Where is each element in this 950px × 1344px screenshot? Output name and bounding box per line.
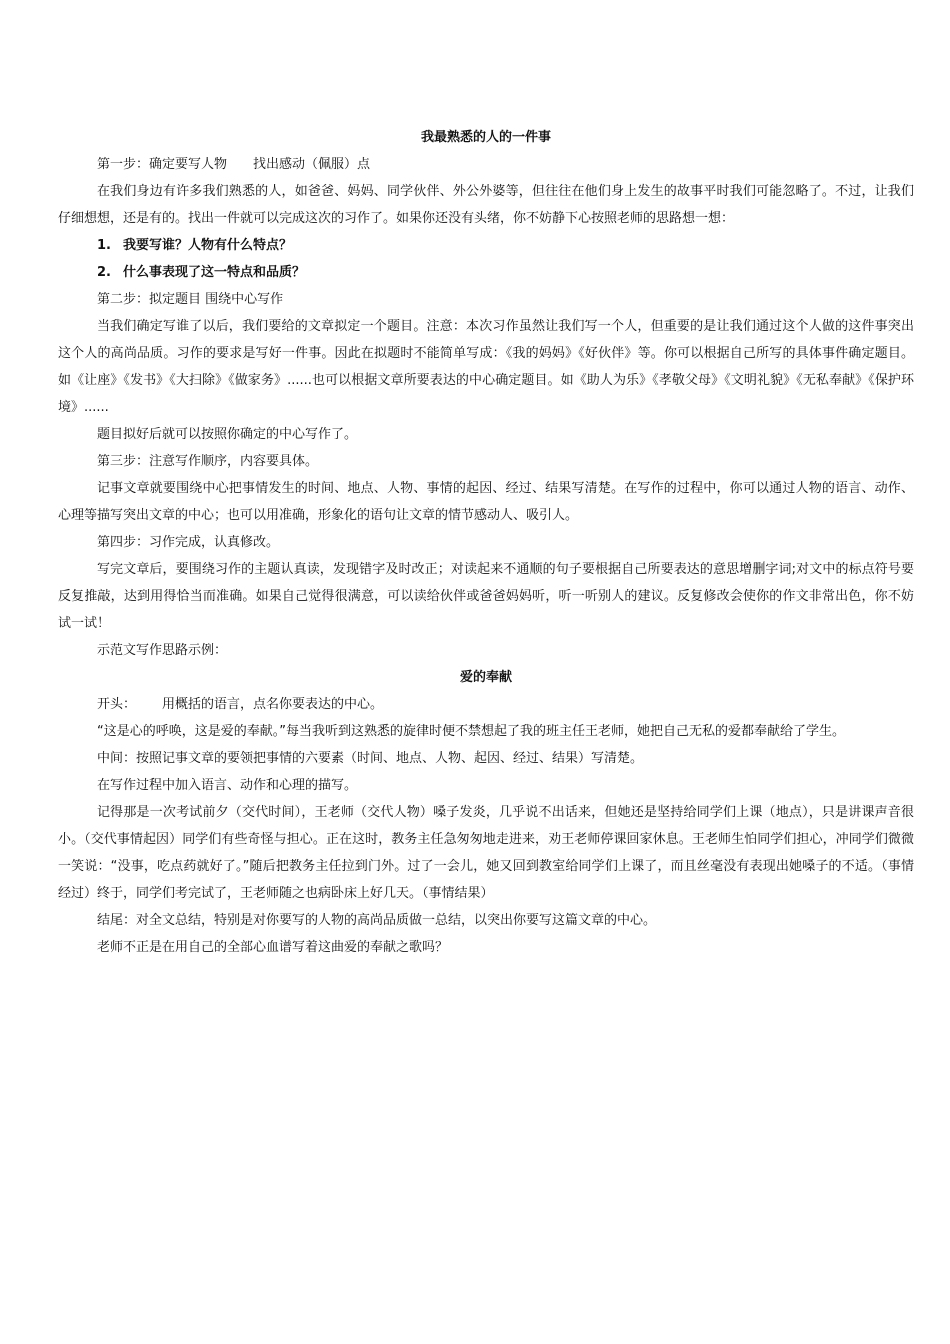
paragraph-title-done: 题目拟好后就可以按照你确定的中心写作了。 (97, 427, 358, 442)
paragraph-revision: 写完文章后，要围绕习作的主题认真读，发现错字及时改正；对读起来不通顺的句子要根据自己所要表达的意思增删字词;对文中的标点符号要反复推敲，达到用得恰当而准确。如果自己觉得很满意，可以读给伙伴或爸爸妈妈听，听一听别人的建议。反复修改会使你的作文非常出色，你不妨试一试！ (58, 562, 914, 631)
step1-label: 第一步：确定要写人物 (97, 157, 228, 172)
ending-line: 结尾：对全文总结，特别是对你要写的人物的高尚品质做一总结，以突出你要写这篇文章的中心。 (97, 913, 657, 928)
list-item (58, 259, 914, 286)
document-title: 我最熟悉的人的一件事 (420, 130, 551, 145)
middle-line: 中间：按照记事文章的要领把事情的六要素（时间、地点、人物、起因、经过、结果）写清楚。 (97, 751, 644, 766)
list-number: 1. (97, 238, 111, 253)
paragraph-title-advice: 当我们确定写谁了以后，我们要给的文章拟定一个题目。注意：本次习作虽然让我们写一个人，但重要的是让我们通过这个人做的这件事突出这个人的高尚品质。习作的要求是写好一件事。因此在拟题时不能简单写成：《我的妈妈》《好伙伴》等。你可以根据自己所写的具体事件确定题目。如《让座》《发书》《大扫除》《做家务》......也可以根据文章所要表达的中心确定题目。如《助人为乐》《孝敬父母》《文明礼貌》《无私奉献》《保护环境》...... (58, 319, 914, 415)
list-item (58, 232, 914, 259)
step2-heading: 第二步：拟定题目 围绕中心写作 (97, 292, 284, 307)
opening-text: 用概括的语言，点名你要表达的中心。 (162, 697, 384, 712)
example-title: 爱的奉献 (459, 670, 512, 685)
list-text: 我要写谁？人物有什么特点？ (123, 238, 293, 253)
document-body (58, 124, 914, 961)
example-quote: “这是心的呼唤，这是爱的奉献。”每当我听到这熟悉的旋律时便不禁想起了我的班主任王老师，她把自己无私的爱都奉献给了学生。 (97, 724, 845, 739)
step1-sublabel: 找出感动（佩服）点 (253, 157, 371, 172)
list-number: 2. (97, 265, 111, 280)
example-story: 记得那是一次考试前夕（交代时间），王老师（交代人物）嗓子发炎，几乎说不出话来，但她还是坚持给同学们上课（地点），只是讲课声音很小。（交代事情起因）同学们有些奇怪与担心。正在这时，教务主任急匆匆地走进来，劝王老师停课回家休息。王老师生怕同学们担心，冲同学们微微一笑说：“没事，吃点药就好了。”随后把教务主任拉到门外。过了一会儿，她又回到教室给同学们上课了，而且丝毫没有表现出她嗓子的不适。（事情经过）终于，同学们考完试了，王老师随之也病卧床上好几天。（事情结果） (58, 805, 914, 901)
opening-line (58, 691, 914, 718)
step3-heading: 第三步：注意写作顺序，内容要具体。 (97, 454, 319, 469)
paragraph-writing-order: 记事文章就要围绕中心把事情发生的时间、地点、人物、事情的起因、经过、结果写清楚。在写作的过程中，你可以通过人物的语言、动作、心理等描写突出文章的中心；也可以用准确，形象化的语句让文章的情节感动人、吸引人。 (58, 481, 914, 523)
step1-heading (58, 151, 914, 178)
step4-heading: 第四步：习作完成，认真修改。 (97, 535, 280, 550)
opening-label: 开头： (97, 697, 137, 712)
list-text: 什么事表现了这一特点和品质？ (123, 265, 306, 280)
example-intro: 示范文写作思路示例： (97, 643, 228, 658)
paragraph-intro: 在我们身边有许多我们熟悉的人，如爸爸、妈妈、同学伙伴、外公外婆等，但往往在他们身上发生的故事平时我们可能忽略了。不过，让我们仔细想想，还是有的。找出一件就可以完成这次的习作了。如果你还没有头绪，你不妨静下心按照老师的思路想一想： (58, 184, 914, 226)
middle-note: 在写作过程中加入语言、动作和心理的描写。 (97, 778, 358, 793)
closing-line: 老师不正是在用自己的全部心血谱写着这曲爱的奉献之歌吗？ (97, 940, 449, 955)
